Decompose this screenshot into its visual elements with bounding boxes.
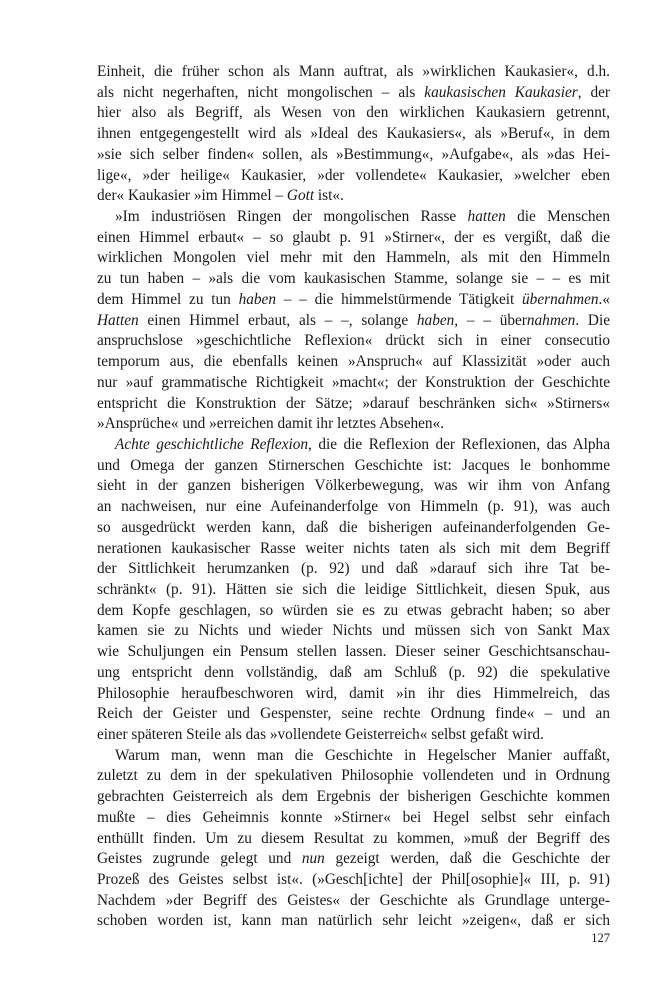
text-line xyxy=(97,497,610,518)
text-run: temporum aus, die ebenfalls keinen »Anspruch« auf Klassizität »oder auch xyxy=(97,353,610,371)
text-line xyxy=(97,248,610,269)
text-run: kamen sie zu Nichts und wieder Nichts und müssen sich von Sankt Max xyxy=(97,622,610,640)
text-line xyxy=(97,891,610,912)
text-run: die Menschen xyxy=(505,208,610,226)
text-run: Prozeß des Geistes selbst ist«. (»Gesch[ichte] der Phil[osophie]« III, p. 91) xyxy=(97,871,610,889)
italic-text: kaukasischen Kaukasier xyxy=(424,83,578,101)
text-run: einer späteren Steile als das »vollendete Geisterreich« selbst gefaßt wird. xyxy=(97,726,544,743)
italic-text: Achte geschichtliche Reflexion xyxy=(115,435,309,453)
italic-text: haben xyxy=(238,290,276,308)
text-run: schränkt« (p. 91). Hätten sie sich die leidige Sittlichkeit, diesen Spuk, aus xyxy=(97,580,610,598)
text-run: .« xyxy=(598,290,610,308)
text-run: dem Himmel zu tun xyxy=(97,290,239,308)
text-run: Einheit, die früher schon als Mann auftrat, als »wirklichen Kaukasier«, d.h. xyxy=(97,63,610,80)
text-run: einen Himmel erbaut« – so glaubt p. 91 »Stirner«, der es vergißt, daß die xyxy=(97,228,610,246)
text-run: »Im industriösen Ringen der mongolischen Rasse xyxy=(115,208,468,226)
text-line xyxy=(97,601,610,622)
text-run: Warum man, wenn man die Geschichte in Hegelscher Manier auffaßt, xyxy=(115,746,610,764)
italic-text: übernahmen xyxy=(522,290,599,308)
text-run: Geistes zugrunde gelegt und xyxy=(97,850,302,868)
text-line xyxy=(97,518,610,539)
text-run: der Sittlichkeit herumzanken (p. 92) und daß »darauf sich ihre Tat be- xyxy=(97,560,610,578)
text-line xyxy=(97,352,610,373)
text-line xyxy=(97,414,610,435)
paragraph xyxy=(97,435,610,746)
paragraph xyxy=(97,746,610,932)
text-run: dem Kopfe geschlagen, so würden sie es zu etwas gebracht haben; so aber xyxy=(97,601,610,619)
text-line xyxy=(97,186,610,207)
text-line xyxy=(97,269,610,290)
text-run: ung entspricht denn vollständig, daß am Schluß (p. 92) die spekulative xyxy=(97,663,610,681)
text-line xyxy=(97,311,610,332)
text-line xyxy=(97,808,610,829)
text-run: ist«. xyxy=(314,187,344,205)
text-line xyxy=(97,787,610,808)
text-line xyxy=(97,870,610,891)
text-run: . Die xyxy=(575,311,610,329)
italic-text: haben, xyxy=(416,311,459,329)
text-line xyxy=(97,621,610,642)
text-line xyxy=(97,704,610,725)
text-run: einen Himmel erbaut, als – –, solange xyxy=(138,311,417,329)
text-run: an nachweisen, nur eine Aufeinanderfolge von Himmeln (p. 91), was auch xyxy=(97,498,610,516)
text-line xyxy=(97,166,610,187)
text-line xyxy=(97,83,610,104)
text-line xyxy=(97,725,610,746)
text-run: ihnen entgegengestellt wird als »Ideal des Kaukasiers«, als »Beruf«, in dem xyxy=(97,125,610,143)
text-run: gebrachten Geisterreich als dem Ergebnis der bisherigen Geschichte kommen xyxy=(97,788,610,806)
text-run: Reich der Geister und Gespenster, seine rechte Ordnung finde« – und an xyxy=(97,705,610,723)
text-line xyxy=(97,228,610,249)
text-run: – – die himmelstürmende Tätigkeit xyxy=(275,290,523,308)
text-line xyxy=(97,456,610,477)
paragraph xyxy=(97,207,610,435)
italic-text: nun xyxy=(301,850,325,868)
text-line xyxy=(97,145,610,166)
text-run: »sie sich selber finden« sollen, als »Bestimmung«, »Aufgabe«, als »das Hei- xyxy=(97,145,610,163)
text-run: als nicht negerhaften, nicht mongolischen – als xyxy=(97,83,425,101)
text-line xyxy=(97,642,610,663)
text-line xyxy=(97,290,610,311)
italic-text: Hatten xyxy=(97,311,139,329)
text-line xyxy=(97,559,610,580)
text-line xyxy=(97,539,610,560)
italic-text: nahmen xyxy=(526,311,576,329)
italic-text: Gott xyxy=(286,187,315,205)
text-line xyxy=(97,103,610,124)
text-line xyxy=(97,911,610,932)
text-line xyxy=(97,663,610,684)
text-run: enthüllt finden. Um zu diesem Resultat zu kommen, »muß der Begriff des xyxy=(97,829,610,847)
text-line xyxy=(97,684,610,705)
text-run: hier also als Begriff, als Wesen von den wirklichen Kaukasiern getrennt, xyxy=(97,104,610,122)
text-run: sieht in der ganzen bisherigen Völkerbewegung, was wir ihm von Anfang xyxy=(97,477,610,495)
page-number: 127 xyxy=(591,931,610,945)
text-line xyxy=(97,580,610,601)
text-run: anspruchslose »geschichtliche Reflexion« drückt sich in einer consecutio xyxy=(97,332,610,350)
text-run: mußte – dies Geheimnis konnte »Stirner« bei Hegel selbst sehr einfach xyxy=(97,808,610,826)
text-line xyxy=(97,746,610,767)
text-run: Philosophie heraufbeschworen wird, damit »in ihr dies Himmelreich, das xyxy=(97,684,610,702)
text-line xyxy=(97,394,610,415)
text-run: – – über xyxy=(458,311,527,329)
text-line xyxy=(97,476,610,497)
text-run: schoben worden ist, kann man natürlich sehr leicht »zeigen«, daß er sich xyxy=(97,912,610,930)
text-run: lige«, »der heilige« Kaukasier, »der vollendete« Kaukasier, »welcher eben xyxy=(97,166,610,184)
text-line xyxy=(97,829,610,850)
text-run: gezeigt werden, daß die Geschichte der xyxy=(324,850,610,868)
text-line xyxy=(97,373,610,394)
text-run: zuletzt zu dem in der spekulativen Philosophie vollendeten und in Ordnung xyxy=(97,767,610,785)
text-run: nerationen kaukasischer Rasse weiter nichts taten als sich mit dem Begriff xyxy=(97,539,610,557)
text-run: der« Kaukasier »im Himmel – xyxy=(97,187,287,205)
text-run: wirklichen Mongolen viel mehr mit den Hammeln, als mit den Himmeln xyxy=(97,249,610,267)
italic-text: hatten xyxy=(467,208,506,226)
text-run: Nachdem »der Begriff des Geistes« der Geschichte als Grundlage unterge- xyxy=(97,891,610,909)
text-run: , die die Reflexion der Reflexionen, das Alpha xyxy=(308,435,610,453)
text-line xyxy=(97,435,610,456)
text-line xyxy=(97,766,610,787)
paragraph xyxy=(97,62,610,207)
text-line xyxy=(97,331,610,352)
body-text xyxy=(97,62,610,932)
text-line xyxy=(97,849,610,870)
text-run: so ausgedrückt werden kann, daß die bisherigen aufeinanderfolgenden Ge- xyxy=(97,518,610,536)
text-run: , der xyxy=(577,83,610,101)
text-run: nur »auf grammatische Richtigkeit »macht«; der Konstruktion der Geschichte xyxy=(97,373,610,391)
text-line xyxy=(97,207,610,228)
text-line xyxy=(97,62,610,83)
text-line xyxy=(97,124,610,145)
text-run: entspricht die Konstruktion der Sätze; »darauf beschränken sich« »Stirners« xyxy=(97,394,610,412)
text-run: wie Schuljungen ein Pensum stellen lassen. Dieser seiner Geschichtsanschau- xyxy=(97,643,610,661)
text-run: »Ansprüche« und »erreichen damit ihr letztes Absehen«. xyxy=(97,415,445,433)
text-run: zu tun haben – »als die vom kaukasischen Stamme, solange sie – – es mit xyxy=(97,270,610,288)
text-run: und Omega der ganzen Stirnerschen Geschichte ist: Jacques le bonhomme xyxy=(97,456,610,474)
